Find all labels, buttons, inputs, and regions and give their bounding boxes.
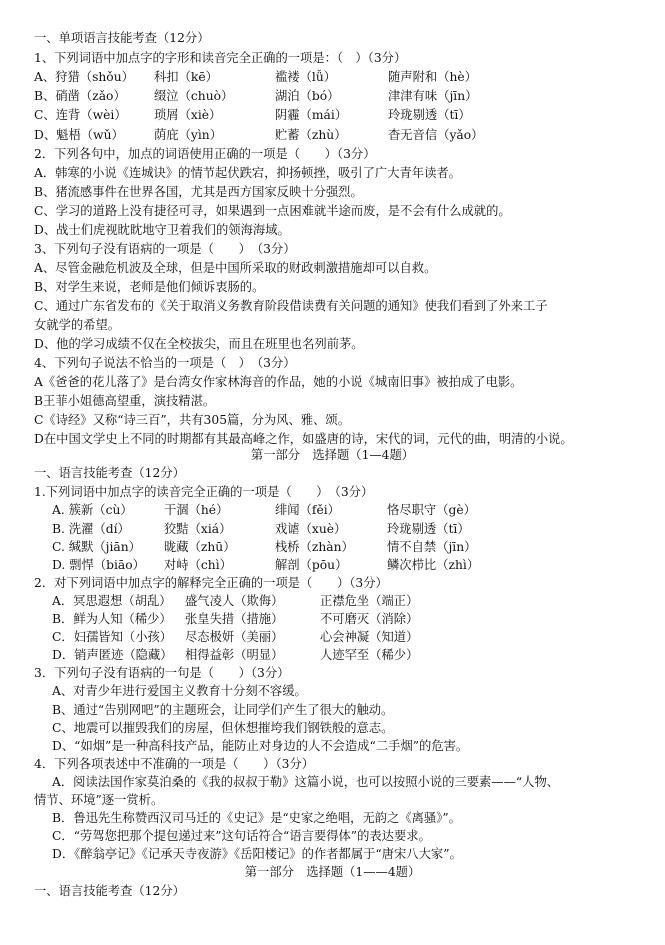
text-line: A、对青少年进行爱国主义教育十分刻不容缓。 xyxy=(52,684,307,698)
option-item: 鳞次栉比（zhì） xyxy=(387,558,480,572)
text-line: 情节、环境”逐一赏析。 xyxy=(34,793,164,807)
option-item: 盛气凌人（欺侮） xyxy=(185,594,284,608)
text-line: C、地震可以摧毁我们的房屋，但休想摧垮我们钢铁般的意志。 xyxy=(52,721,394,735)
option-item: 干涸（hé） xyxy=(164,503,229,517)
option-item: 褴褛（lǚ） xyxy=(275,70,337,84)
text-line: D．《醉翁亭记》《记承天寺夜游》《岳阳楼记》的作者都属于“唐宋八大家”。 xyxy=(52,847,462,861)
text-line: 1、下列词语中加点字的字形和读音完全正确的一项是：（ ）（3分） xyxy=(34,51,407,65)
text-line: B、通过“告别网吧”的主题班会，让同学们产生了很大的触动。 xyxy=(52,703,394,717)
option-item: 随声附和（hè） xyxy=(388,70,477,84)
option-item: 对峙（chì） xyxy=(164,558,232,572)
text-line: 一、语言技能考查（12分） xyxy=(34,466,185,480)
option-item: 阴霾（mái） xyxy=(275,108,348,122)
text-line: 3、下列句子没有语病的一项是（ ） （3分） xyxy=(34,242,296,256)
option-item: 人迹罕至（稀少） xyxy=(320,648,419,662)
text-line: A《爸爸的花儿落了》是台湾女作家林海音的作品，她的小说《城南旧事》被拍成了电影。 xyxy=(34,375,523,389)
section-heading: 第一部分 选择题（1——4题） xyxy=(244,865,421,879)
text-line: 女就学的希望。 xyxy=(34,318,121,332)
option-item: D、魁梧（wǔ） xyxy=(34,128,124,142)
option-item: 不可磨灭（消除） xyxy=(320,612,419,626)
text-line: C、通过广东省发布的《关于取消义务教育阶段借读费有关问题的通知》使我们看到了外来工子 xyxy=(34,299,548,313)
option-item: B．鲜为人知（稀少） xyxy=(52,612,172,626)
option-item: 狡黠（xiá） xyxy=(164,522,232,536)
option-item: 栈桥（zhàn） xyxy=(275,540,354,554)
option-item: 戏谑（xuè） xyxy=(275,522,347,536)
option-item: 解剖（pōu） xyxy=(275,558,348,572)
text-line: C《诗经》又称“诗三百”，共有305篇，分为风、雅、颂。 xyxy=(34,413,350,427)
option-item: 荫庇（yìn） xyxy=(154,128,222,142)
option-item: D．销声匿迹（隐藏） xyxy=(52,648,173,662)
option-item: 昽藏（zhū） xyxy=(164,540,236,554)
option-item: 缀泣（chuò） xyxy=(154,89,234,103)
option-item: 张皇失措（措施） xyxy=(185,612,284,626)
option-item: 琐屑（xiè） xyxy=(154,108,222,122)
text-line: D、他的学习成绩不仅在全校拔尖，而且在班里也名列前茅。 xyxy=(34,337,364,351)
text-line: 一、语言技能考查（12分） xyxy=(34,884,185,898)
text-line: 1.下列词语中加点字的读音完全正确的一项是（ ） （3分） xyxy=(34,485,374,499)
text-line: D、“如烟”是一种高科技产品，能防止对身边的人不会造成“二手烟”的危害。 xyxy=(52,739,469,753)
option-item: 心会神凝（知道） xyxy=(320,630,419,644)
text-line: B、对学生来说，老师是他们倾诉衷肠的。 xyxy=(34,280,265,294)
option-item: A．冥思遐想（胡乱） xyxy=(52,594,172,608)
text-line: A．韩寒的小说《连城诀》的情节起伏跌宕，抑扬顿挫，吸引了广大青年读者。 xyxy=(34,166,461,180)
option-item: 绯闻（fěi） xyxy=(275,503,340,517)
option-item: A、狩猎（shǒu） xyxy=(34,70,134,84)
text-line: 2．对下列词语中加点字的解释完全正确的一项是（ ）（3分） xyxy=(34,576,388,590)
option-item: 尽态极妍（美丽） xyxy=(185,630,284,644)
option-item: 津津有味（jīn） xyxy=(388,89,478,103)
text-line: 4、下列句子说法不恰当的一项是（ ） （3分） xyxy=(34,356,296,370)
section-heading: 第一部分 选择题（1—4题） xyxy=(250,448,415,462)
option-item: C. 缄默（jiān） xyxy=(52,540,141,554)
text-line: C．“劳驾您把那个提包递过来”这句话符合“语言要得体”的表达要求。 xyxy=(52,829,431,843)
text-line: D在中国文学史上不同的时期都有其最高峰之作，如盛唐的诗，宋代的词，元代的曲，明清的小说。 xyxy=(34,432,573,446)
option-item: 恪尽职守（gè） xyxy=(387,503,476,517)
option-item: D. 剽悍（biāo） xyxy=(52,558,145,572)
text-line: A、尽管金融危机波及全球，但是中国所采取的财政刺激措施却可以自救。 xyxy=(34,261,437,275)
option-item: 杳无音信（yǎo） xyxy=(388,128,484,142)
text-line: B王菲小姐德高望重，演技精湛。 xyxy=(34,394,216,408)
option-item: 湖泊（bó） xyxy=(275,89,340,103)
option-item: 玲珑剔透（tī） xyxy=(388,108,471,122)
option-item: 贮蓄（zhù） xyxy=(275,128,347,142)
text-line: C、学习的道路上没有捷径可寻，如果遇到一点困难就半途而废，是不会有什么成就的。 xyxy=(34,204,511,218)
text-line: D、战士们虎视眈眈地守卫着我们的领海海域。 xyxy=(34,223,290,237)
text-line: A．阅读法国作家莫泊桑的《我的叔叔于勒》这篇小说，也可以按照小说的三要素——“人物、 xyxy=(52,775,560,789)
option-item: 相得益彰（明显） xyxy=(185,648,284,662)
text-line: 3．下列句子没有语病的一句是（ ）（3分） xyxy=(34,666,290,680)
text-line: 4．下列各项表述中不准确的一项是（ ）（3分） xyxy=(34,757,315,771)
option-item: 情不自禁（jīn） xyxy=(387,540,477,554)
text-line: B．鲁迅先生称赞西汉司马迁的《史记》是“史家之绝唱，无韵之《离骚》”。 xyxy=(52,811,461,825)
text-line: 一、单项语言技能考查（12分） xyxy=(34,31,210,45)
text-line: B、猪流感事件在世界各国，尤其是西方国家反映十分强烈。 xyxy=(34,185,363,199)
option-item: C．妇孺皆知（小孩） xyxy=(52,630,173,644)
option-item: B、硝凿（zǎo） xyxy=(34,89,126,103)
option-item: A. 簇新（cù） xyxy=(52,503,133,517)
text-line: 2．下列各句中，加点的词语使用正确的一项是（ ）（3分） xyxy=(34,147,376,161)
option-item: C、连背（wèi） xyxy=(34,108,127,122)
option-item: B. 洗濯（dí） xyxy=(52,522,130,536)
option-item: 正襟危坐（端正） xyxy=(320,594,419,608)
option-item: 科扣（kē） xyxy=(154,70,218,84)
option-item: 玲珑剔透（tī） xyxy=(387,522,470,536)
